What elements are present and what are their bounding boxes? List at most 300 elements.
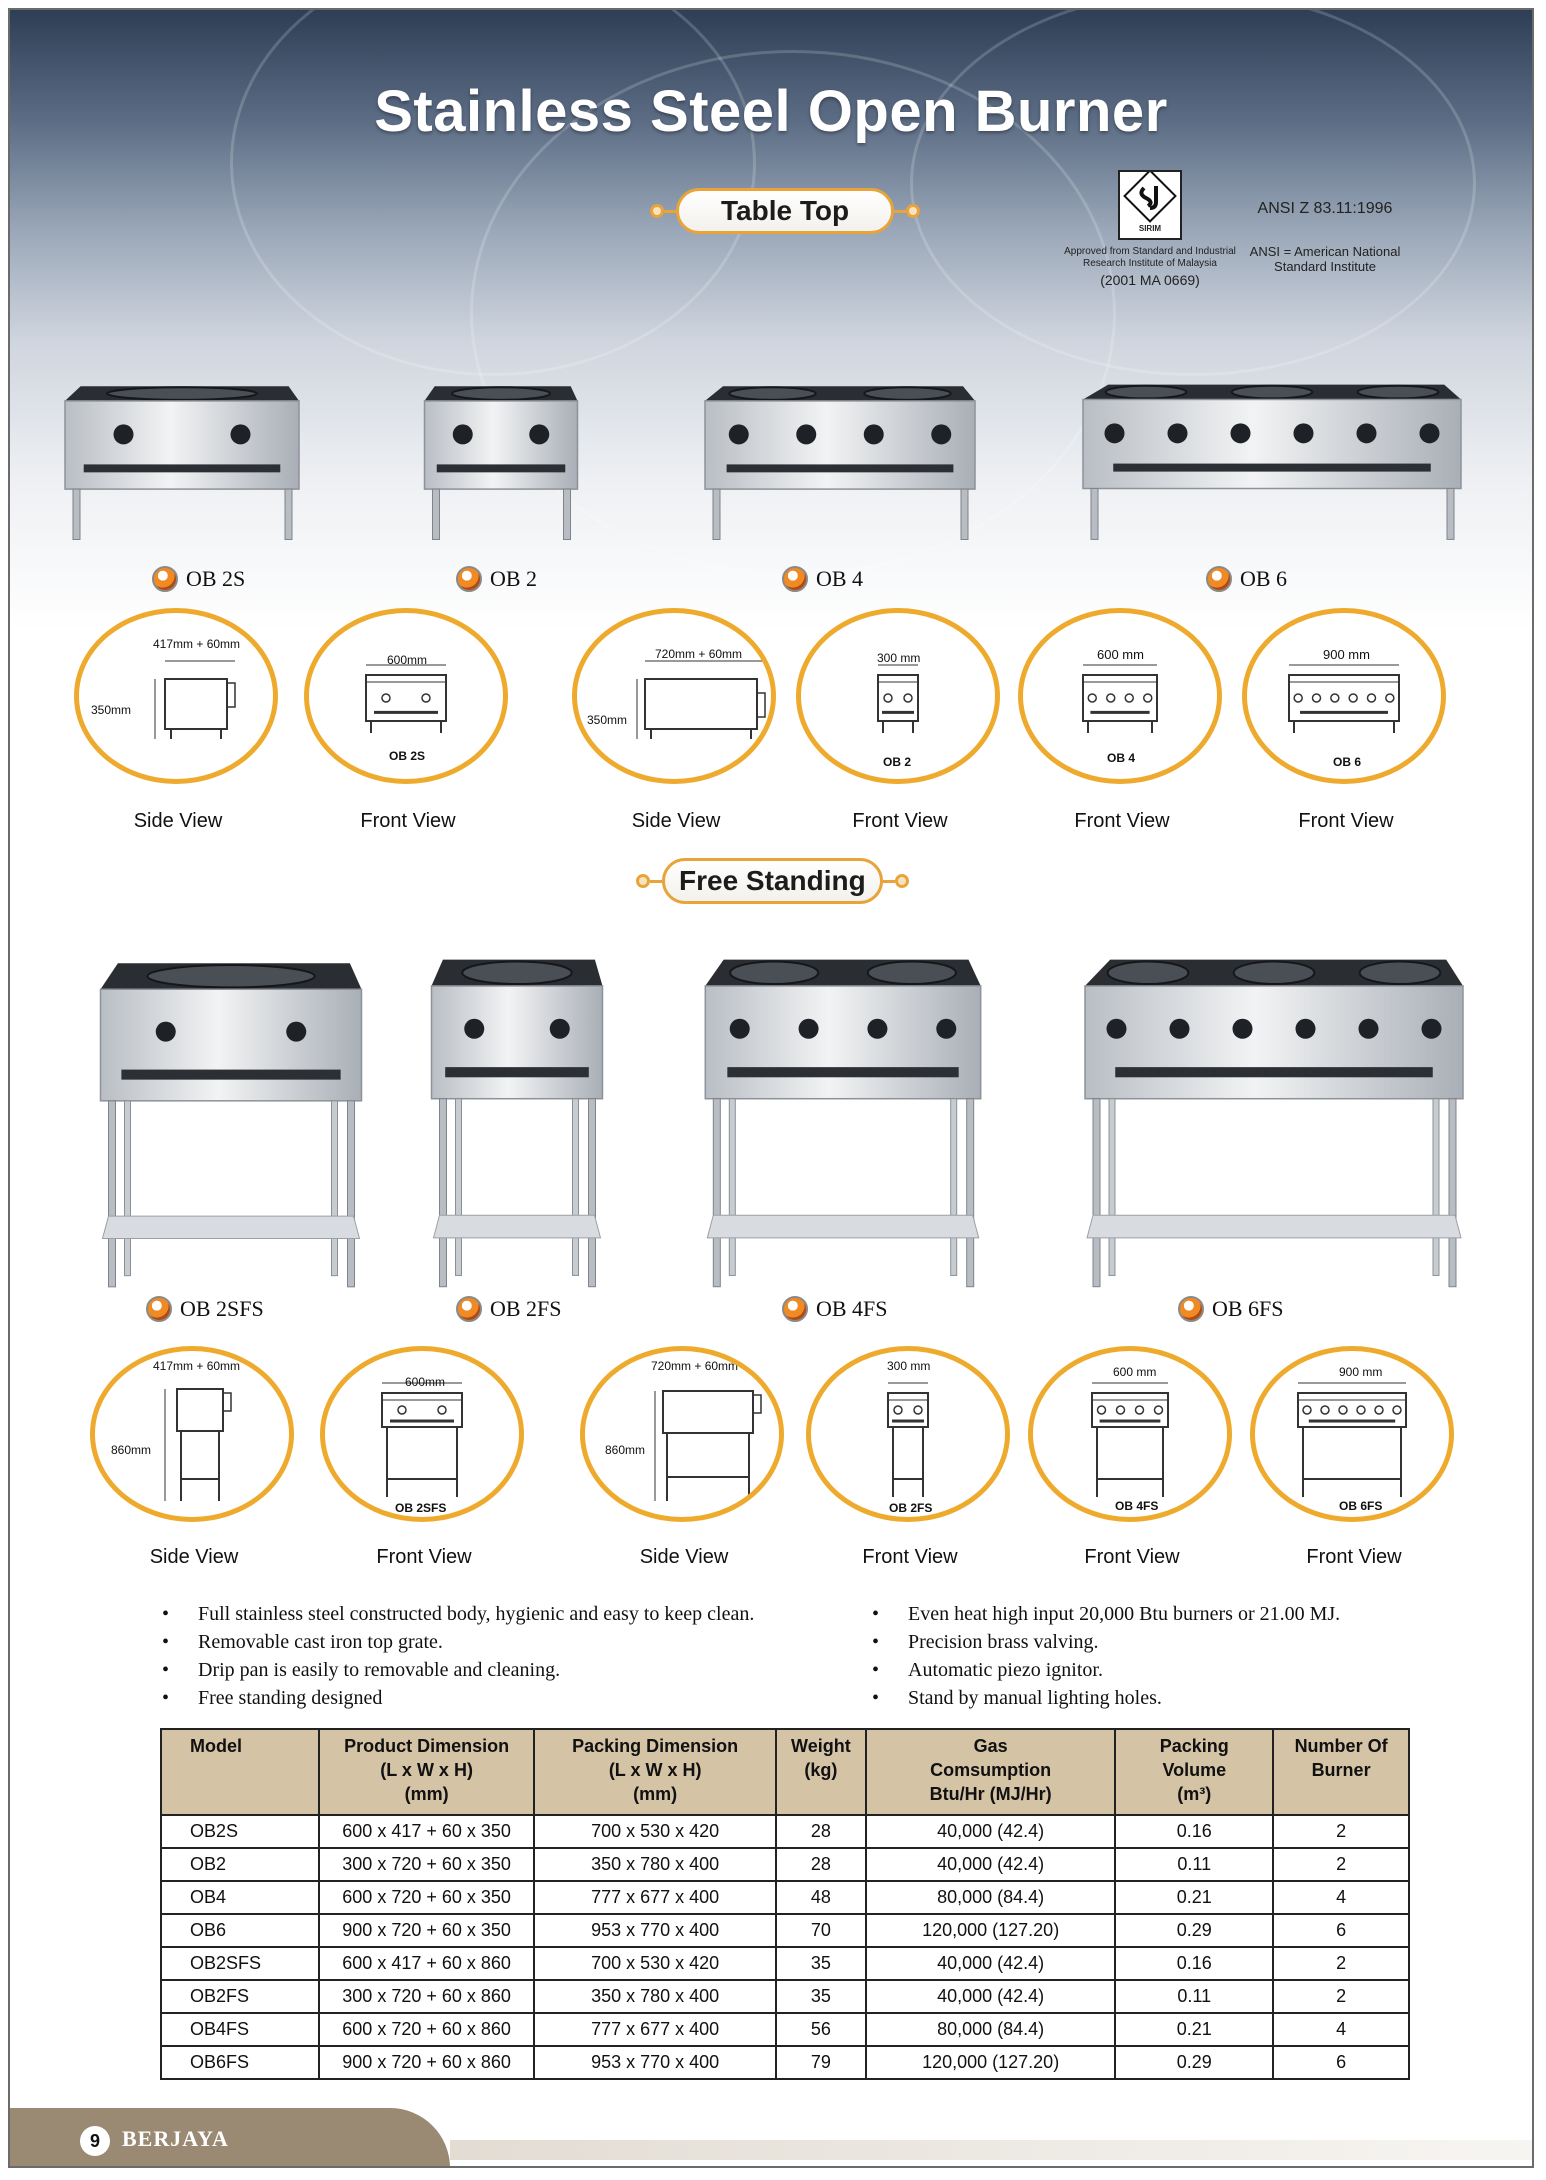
control-knob	[931, 424, 951, 444]
leg	[125, 1101, 131, 1276]
height-dimension: 350mm	[91, 703, 132, 717]
burner-ring	[864, 387, 950, 400]
burner-ring	[1106, 386, 1187, 399]
flame-icon	[152, 566, 178, 592]
product-image-ob6	[1062, 338, 1482, 550]
leg	[456, 1099, 462, 1276]
table-cell: OB2S	[161, 1815, 319, 1848]
leg-line	[882, 721, 884, 733]
table-row	[161, 1848, 1409, 1881]
table-cell: 0.21	[1115, 2013, 1273, 2046]
burner-ring	[1234, 961, 1315, 984]
view-label: Side View	[149, 1546, 239, 1568]
table-cell: 2	[1273, 1815, 1409, 1848]
control-knob	[1105, 423, 1125, 443]
table-cell: 2	[1273, 1947, 1409, 1980]
burner-ring	[107, 387, 257, 400]
burner-ring	[1360, 961, 1441, 984]
model-label-ob4fs	[782, 1296, 888, 1322]
knob-outline	[1349, 694, 1357, 702]
feature-list-left	[162, 1600, 754, 1712]
side-view-drawing	[95, 1351, 289, 1517]
burner-ring	[147, 965, 314, 987]
control-knob	[799, 1019, 819, 1039]
table-cell: 79	[776, 2046, 866, 2079]
table-cell: 953 x 770 x 400	[534, 2046, 776, 2079]
control-knob	[529, 424, 549, 444]
table-cell: 0.29	[1115, 1914, 1273, 1947]
diagram-caption: OB 2S	[389, 749, 426, 763]
width-dimension: 600 mm	[1097, 647, 1144, 662]
knob-outline	[1294, 694, 1302, 702]
width-dimension: 300 mm	[877, 651, 921, 665]
feature-item: • Free standing designed	[162, 1684, 754, 1712]
drip-slot	[390, 1420, 454, 1423]
model-label-ob2	[456, 566, 537, 592]
pill-end-dot	[650, 204, 664, 218]
feature-list-right	[872, 1600, 1340, 1712]
leg	[589, 1099, 596, 1287]
model-label-ob2fs	[456, 1296, 562, 1322]
table-cell: OB2FS	[161, 1980, 319, 2013]
leg-line	[922, 1427, 924, 1497]
control-knob	[1359, 1019, 1379, 1039]
column-header-model: Model	[161, 1729, 319, 1815]
control-knob	[730, 1019, 750, 1039]
product-image-ob2	[416, 340, 586, 550]
model-name: OB 4FS	[816, 1296, 888, 1321]
footer-tab	[10, 2108, 450, 2168]
control-knob	[867, 1019, 887, 1039]
flame-icon	[146, 1296, 172, 1322]
feature-item: • Automatic piezo ignitor.	[872, 1656, 1340, 1684]
control-knob	[1107, 1019, 1127, 1039]
knob-outline	[398, 1406, 406, 1414]
table-cell: 350 x 780 x 400	[534, 1848, 776, 1881]
table-cell: 120,000 (127.20)	[866, 2046, 1116, 2079]
leg-line	[1096, 1427, 1098, 1497]
model-name: OB 2S	[186, 566, 246, 591]
product-image-ob2s	[52, 340, 312, 550]
knob-outline	[1117, 1406, 1125, 1414]
flame-icon	[782, 1296, 808, 1322]
column-header-packing-dimension: Packing Dimension (L x W x H) (mm)	[534, 1729, 776, 1815]
table-cell: 900 x 720 + 60 x 860	[319, 2046, 535, 2079]
model-label-ob6fs	[1178, 1296, 1284, 1322]
view-label: Front View	[360, 810, 456, 832]
drip-slot	[1300, 711, 1388, 714]
burner-illustration	[690, 922, 996, 1298]
table-cell: 953 x 770 x 400	[534, 1914, 776, 1947]
feature-item: • Removable cast iron top grate.	[162, 1628, 754, 1656]
diagram-caption: OB 2SFS	[395, 1501, 447, 1515]
table-cell: 4	[1273, 2013, 1409, 2046]
view-label: Front View	[1084, 1546, 1180, 1568]
cabinet-body	[101, 989, 362, 1101]
knob-outline	[382, 694, 390, 702]
drip-pan-slot	[121, 1070, 340, 1080]
leg-line	[370, 721, 372, 733]
leg	[1433, 1099, 1439, 1276]
leg-line	[1400, 1427, 1402, 1497]
leg	[1109, 1099, 1115, 1276]
width-dimension: 600mm	[387, 653, 428, 667]
leg	[961, 489, 968, 539]
ansi-note: ANSI = American National Standard Institute	[1249, 244, 1401, 274]
feature-item: • Full stainless steel constructed body, hygienic and easy to keep clean.	[162, 1600, 754, 1628]
table-cell: 2	[1273, 1848, 1409, 1881]
table-cell: 2	[1273, 1980, 1409, 2013]
control-knob	[114, 424, 134, 444]
sirim-logo	[1118, 170, 1182, 240]
column-header-weight: Weight (kg)	[776, 1729, 866, 1815]
knob-outline	[1368, 694, 1376, 702]
height-dimension: 860mm	[111, 1443, 152, 1457]
ansi-code: ANSI Z 83.11:1996	[1257, 200, 1393, 217]
cabinet-body	[1083, 399, 1461, 488]
knob-outline	[1331, 694, 1339, 702]
table-row	[161, 2046, 1409, 2079]
knob-outline	[1375, 1406, 1383, 1414]
drip-slot	[882, 711, 914, 714]
table-cell: 300 x 720 + 60 x 860	[319, 1980, 535, 2013]
table-cell: 350 x 780 x 400	[534, 1980, 776, 2013]
front-view-diagram-ob2fs	[806, 1346, 1010, 1522]
table-cell: 600 x 417 + 60 x 350	[319, 1815, 535, 1848]
table-cell: 700 x 530 x 420	[534, 1947, 776, 1980]
pill-connector	[883, 880, 895, 883]
control-knob	[286, 1022, 306, 1042]
view-label: Front View	[852, 810, 948, 832]
drip-slot	[374, 711, 438, 714]
width-dimension: 900 mm	[1323, 647, 1370, 662]
table-cell: 40,000 (42.4)	[866, 1980, 1116, 2013]
undershelf	[434, 1215, 601, 1238]
column-header-gas-consumption: Gas Comsumption Btu/Hr (MJ/Hr)	[866, 1729, 1116, 1815]
height-dimension: 860mm	[605, 1443, 646, 1457]
table-cell: 28	[776, 1815, 866, 1848]
table-cell: 35	[776, 1947, 866, 1980]
table-cell: 40,000 (42.4)	[866, 1947, 1116, 1980]
leg	[729, 1099, 735, 1276]
control-knob	[1357, 423, 1377, 443]
table-row	[161, 1947, 1409, 1980]
leg-line	[1151, 721, 1153, 733]
diagram-caption: OB 2	[883, 755, 912, 769]
leg	[348, 1101, 355, 1287]
knob-outline	[1386, 694, 1394, 702]
front-view-diagram-ob6fs	[1250, 1346, 1454, 1522]
pill-connector	[650, 880, 662, 883]
table-cell: 700 x 530 x 420	[534, 1815, 776, 1848]
burner-illustration	[86, 926, 376, 1298]
leg	[1447, 489, 1454, 540]
sirim-logo-text: SIRIM	[1138, 224, 1162, 233]
view-label: Side View	[133, 810, 223, 832]
drip-pan-slot	[84, 464, 281, 472]
knob-outline	[1098, 1406, 1106, 1414]
pill-connector	[894, 210, 906, 213]
table-header-row	[161, 1729, 1409, 1815]
width-dimension: 720mm + 60mm	[651, 1359, 739, 1373]
flame-icon	[782, 566, 808, 592]
diagram-caption: OB 6FS	[1339, 1499, 1383, 1513]
control-knob	[1420, 423, 1440, 443]
burner-ring	[452, 387, 550, 400]
feature-item: • Precision brass valving.	[872, 1628, 1340, 1656]
width-dimension: 417mm + 60mm	[153, 637, 241, 651]
table-cell: OB6	[161, 1914, 319, 1947]
diagram-caption: OB 6	[1333, 755, 1362, 769]
approval-code: (2001 MA 0669)	[1100, 272, 1200, 288]
section-label: Table Top	[676, 188, 894, 234]
product-image-ob2sfs	[86, 926, 376, 1298]
burner-ring	[1358, 386, 1439, 399]
drip-pan-slot	[1113, 464, 1431, 472]
table-row	[161, 1914, 1409, 1947]
table-cell: 40,000 (42.4)	[866, 1848, 1116, 1881]
leg	[713, 1099, 720, 1287]
leg-line	[456, 1427, 458, 1497]
leg	[109, 1101, 116, 1287]
front-view-drawing	[811, 1351, 1005, 1517]
control-knob	[1231, 423, 1251, 443]
feature-item: • Stand by manual lighting holes.	[872, 1684, 1340, 1712]
table-cell: 28	[776, 1848, 866, 1881]
front-view-diagram-ob2sfs	[320, 1346, 524, 1522]
side-view-diagram-ob-fs	[580, 1346, 784, 1522]
control-knob	[231, 424, 251, 444]
undershelf	[103, 1216, 360, 1238]
knob-outline	[1321, 1406, 1329, 1414]
table-cell: 0.29	[1115, 2046, 1273, 2079]
side-view-drawing	[585, 1351, 779, 1517]
leg	[332, 1101, 338, 1276]
table-cell: OB2SFS	[161, 1947, 319, 1980]
cabinet-body	[65, 401, 299, 489]
specification-table	[160, 1728, 1410, 2080]
flame-icon	[456, 566, 482, 592]
control-knob	[464, 1019, 484, 1039]
pill-end-dot	[636, 874, 650, 888]
width-dimension: 900 mm	[1339, 1365, 1383, 1379]
diagram-caption: OB 4	[1107, 751, 1136, 765]
width-dimension: 600mm	[405, 1375, 446, 1389]
pill-connector	[664, 210, 676, 213]
drip-pan-slot	[1115, 1067, 1433, 1077]
feature-item: • Drip pan is easily to removable and cleaning.	[162, 1656, 754, 1684]
burner-ring	[868, 961, 956, 984]
knob-outline	[1088, 694, 1096, 702]
table-cell: 6	[1273, 2046, 1409, 2079]
burner-illustration	[416, 340, 586, 550]
view-label: Side View	[631, 810, 721, 832]
table-cell: 600 x 417 + 60 x 860	[319, 1947, 535, 1980]
leg	[967, 1099, 974, 1287]
leg-line	[440, 721, 442, 733]
leg	[73, 489, 80, 539]
background-swirl	[910, 8, 1476, 376]
product-image-ob4	[690, 340, 990, 550]
knob-outline	[914, 1406, 922, 1414]
control-knob	[1296, 1019, 1316, 1039]
table-row	[161, 1815, 1409, 1848]
knob-outline	[422, 694, 430, 702]
page-title: Stainless Steel Open Burner	[374, 79, 1168, 144]
model-name: OB 4	[816, 566, 864, 591]
side-view-diagram-ob2s	[74, 608, 278, 784]
burner-illustration	[1064, 922, 1484, 1298]
flame-icon	[456, 1296, 482, 1322]
table-cell: 777 x 677 x 400	[534, 1881, 776, 1914]
knob-outline	[1303, 1406, 1311, 1414]
knob-outline	[438, 1406, 446, 1414]
table-cell: 4	[1273, 1881, 1409, 1914]
drip-pan-slot	[445, 1067, 589, 1077]
control-knob	[1294, 423, 1314, 443]
leg	[951, 1099, 957, 1276]
model-name: OB 6FS	[1212, 1296, 1284, 1321]
width-dimension: 300 mm	[887, 1359, 931, 1373]
burner-ring	[730, 961, 818, 984]
view-label: Front View	[862, 1546, 958, 1568]
front-view-diagram-ob4fs	[1028, 1346, 1232, 1522]
approval-text: Approved from Standard and Industrial Research Institute of Malaysia	[1064, 246, 1236, 269]
control-knob	[729, 424, 749, 444]
knob-outline	[1125, 694, 1133, 702]
section-label: Free Standing	[662, 858, 883, 904]
knob-outline	[1357, 1406, 1365, 1414]
table-cell: OB4	[161, 1881, 319, 1914]
front-view-diagram-ob2s	[304, 608, 508, 784]
table-cell: 40,000 (42.4)	[866, 1815, 1116, 1848]
control-knob	[550, 1019, 570, 1039]
table-cell: OB6FS	[161, 2046, 319, 2079]
table-cell: OB4FS	[161, 2013, 319, 2046]
undershelf	[707, 1215, 978, 1238]
height-dimension: 350mm	[587, 713, 628, 727]
cabinet-body	[432, 986, 603, 1099]
diagram-caption: OB 2FS	[889, 1501, 933, 1515]
drip-pan-slot	[727, 464, 954, 472]
undershelf	[1087, 1215, 1461, 1238]
table-cell: 777 x 677 x 400	[534, 2013, 776, 2046]
knob-outline	[1136, 1406, 1144, 1414]
leg-line	[1087, 721, 1089, 733]
brand-logo: BERJAYA	[122, 2126, 229, 2151]
burner-illustration	[52, 340, 312, 550]
leg-line	[1162, 1427, 1164, 1497]
model-name: OB 2SFS	[180, 1296, 264, 1321]
control-knob	[1422, 1019, 1442, 1039]
model-name: OB 6	[1240, 566, 1288, 591]
leg-line	[1293, 721, 1295, 733]
page-number: 9	[80, 2126, 110, 2156]
control-knob	[1233, 1019, 1253, 1039]
drip-pan-slot	[727, 1067, 958, 1077]
table-cell: 70	[776, 1914, 866, 1947]
control-knob	[453, 424, 473, 444]
leg-line	[1393, 721, 1395, 733]
drip-slot	[1100, 1420, 1161, 1423]
table-cell: 0.16	[1115, 1947, 1273, 1980]
table-cell: 80,000 (84.4)	[866, 1881, 1116, 1914]
table-cell: 0.21	[1115, 1881, 1273, 1914]
section-heading-free-standing	[636, 858, 909, 904]
table-cell: 0.11	[1115, 1980, 1273, 2013]
footer-band	[450, 2140, 1532, 2160]
knob-outline	[1155, 1406, 1163, 1414]
product-image-ob6fs	[1064, 922, 1484, 1298]
table-cell: 0.11	[1115, 1848, 1273, 1881]
table-cell: 300 x 720 + 60 x 350	[319, 1848, 535, 1881]
table-cell: 6	[1273, 1914, 1409, 1947]
model-label-ob2s	[152, 566, 245, 592]
knob-outline	[884, 694, 892, 702]
front-view-diagram-ob4	[1018, 608, 1222, 784]
model-label-ob4	[782, 566, 863, 592]
table-cell: 600 x 720 + 60 x 860	[319, 2013, 535, 2046]
table-cell: OB2	[161, 1848, 319, 1881]
view-label: Front View	[1074, 810, 1170, 832]
side-view-drawing	[577, 613, 771, 779]
burner-illustration	[1062, 338, 1482, 550]
leg-line	[892, 1427, 894, 1497]
cabinet-body	[705, 401, 975, 489]
drip-slot	[892, 1420, 924, 1423]
drip-pan-slot	[437, 464, 566, 472]
width-dimension: 600 mm	[1113, 1365, 1157, 1379]
control-knob	[936, 1019, 956, 1039]
table-cell: 48	[776, 1881, 866, 1914]
burner-ring	[729, 387, 815, 400]
view-label: Front View	[1306, 1546, 1402, 1568]
diagram-caption: OB 4FS	[1115, 1499, 1159, 1513]
leg-line	[386, 1427, 388, 1497]
knob-outline	[1313, 694, 1321, 702]
column-header-product-dimension: Product Dimension (L x W x H) (mm)	[319, 1729, 535, 1815]
drip-slot	[1090, 711, 1149, 714]
knob-outline	[1393, 1406, 1401, 1414]
table-cell: 80,000 (84.4)	[866, 2013, 1116, 2046]
width-dimension: 720mm + 60mm	[655, 647, 743, 661]
cabinet-body	[705, 986, 980, 1099]
column-header-number-of-burner: Number Of Burner	[1273, 1729, 1409, 1815]
control-knob	[1170, 1019, 1190, 1039]
table-cell: 900 x 720 + 60 x 350	[319, 1914, 535, 1947]
table-row	[161, 1980, 1409, 2013]
burner-illustration	[422, 922, 612, 1298]
knob-outline	[1107, 694, 1115, 702]
width-dimension: 417mm + 60mm	[153, 1359, 241, 1373]
table-cell: 600 x 720 + 60 x 350	[319, 1881, 535, 1914]
cabinet-body	[425, 401, 578, 489]
cabinet-body	[1085, 986, 1463, 1099]
brochure-page	[8, 8, 1534, 2168]
view-label: Front View	[376, 1546, 472, 1568]
product-image-ob2fs	[422, 922, 612, 1298]
leg-line	[912, 721, 914, 733]
leg	[285, 489, 292, 539]
leg	[433, 489, 440, 539]
leg-line	[1302, 1427, 1304, 1497]
burner-ring	[1232, 386, 1313, 399]
front-view-diagram-ob6	[1242, 608, 1446, 784]
control-knob	[864, 424, 884, 444]
flame-icon	[1206, 566, 1232, 592]
control-knob	[156, 1022, 176, 1042]
view-label: Front View	[1298, 810, 1394, 832]
